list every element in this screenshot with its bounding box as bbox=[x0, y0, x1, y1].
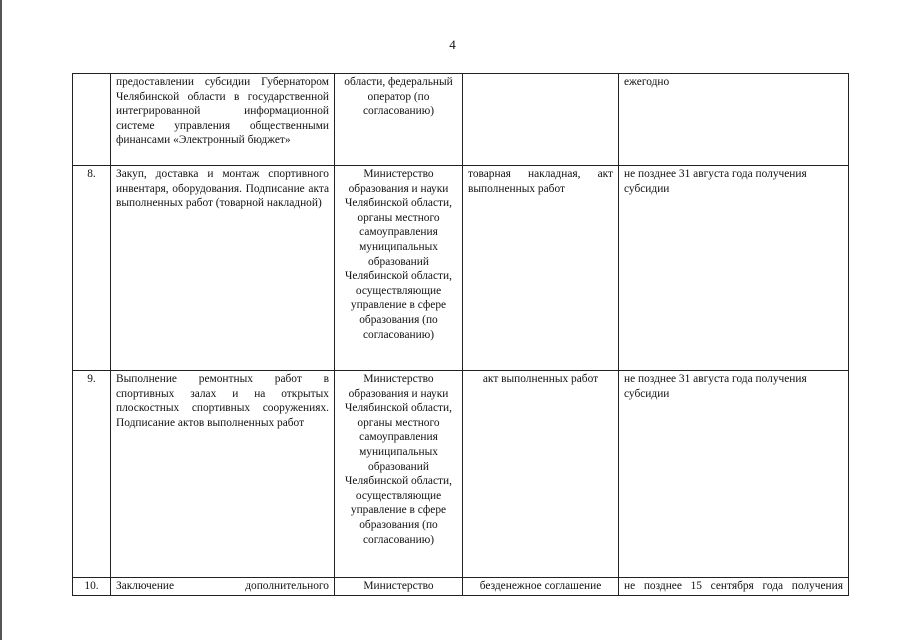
responsible-cell: Министерство bbox=[335, 578, 463, 596]
document-cell bbox=[463, 74, 619, 166]
row-number: 10. bbox=[73, 578, 111, 596]
responsible-cell: Министерство образования и науки Челябинской области, органы местного самоуправления муниципальных образований Челябинской области, осуществляющие управление в сфере образования (по согласованию) bbox=[335, 166, 463, 371]
table-row bbox=[73, 578, 849, 596]
term-cell: не позднее 15 сентября года получения bbox=[619, 578, 849, 596]
page-number: 4 bbox=[449, 37, 456, 52]
row-number bbox=[73, 74, 111, 166]
responsible-cell: Министерство образования и науки Челябинской области, органы местного самоуправления муниципальных образований Челябинской области, осуществляющие управление в сфере образования (по согласованию) bbox=[335, 371, 463, 578]
row-number: 8. bbox=[73, 166, 111, 371]
term-cell: ежегодно bbox=[619, 74, 849, 166]
table-row bbox=[73, 166, 849, 371]
action-cell: Выполнение ремонтных работ в спортивных залах и на открытых плоскостных спортивных сооружениях. Подписание актов выполненных работ bbox=[111, 371, 335, 578]
table-row bbox=[73, 371, 849, 578]
term-cell: не позднее 31 августа года получения субсидии bbox=[619, 166, 849, 371]
document-cell: безденежное соглашение bbox=[463, 578, 619, 596]
document-cell: товарная накладная, акт выполненных работ bbox=[463, 166, 619, 371]
action-cell: Закуп, доставка и монтаж спортивного инвентаря, оборудования. Подписание акта выполненных работ (товарной накладной) bbox=[111, 166, 335, 371]
page-left-edge bbox=[0, 0, 2, 640]
document-cell: акт выполненных работ bbox=[463, 371, 619, 578]
table-row bbox=[73, 74, 849, 166]
responsible-cell: области, федеральный оператор (по согласованию) bbox=[335, 74, 463, 166]
row-number: 9. bbox=[73, 371, 111, 578]
action-cell: предоставлении субсидии Губернатором Челябинской области в государственной интегрированной информационной системе управления общественными финансами «Электронный бюджет» bbox=[111, 74, 335, 166]
action-cell: Заключение дополнительного bbox=[111, 578, 335, 596]
measures-table bbox=[72, 73, 849, 596]
term-cell: не позднее 31 августа года получения субсидии bbox=[619, 371, 849, 578]
